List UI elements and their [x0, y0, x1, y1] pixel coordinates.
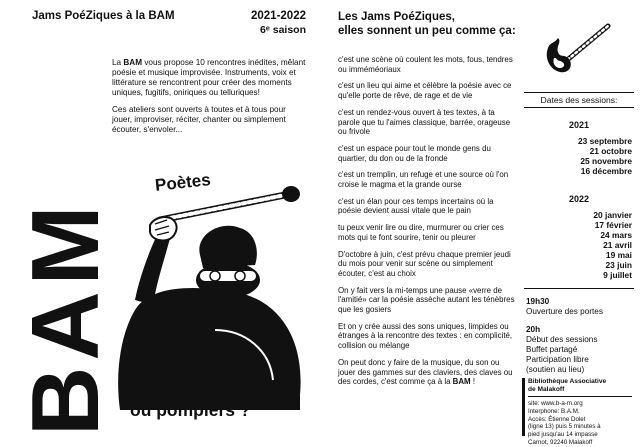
- venue-line: Interphone: B.A.M.: [528, 407, 580, 415]
- schedule-block: [524, 297, 634, 375]
- sessions-divider: [524, 288, 634, 289]
- middle-paragraph: c'est un élan pour ces temps incertains où la poésie devient aussi vitale que le pain: [338, 196, 494, 216]
- helmet: [199, 226, 257, 268]
- last-para-bold: BAM: [452, 377, 471, 387]
- middle-paragraph: On y fait vers la mi-temps une pause «verre de l'amitié» car la poésie assèche autant les ténèbres que les gosiers: [338, 285, 515, 315]
- venue-line: Accès: Étienne Dolet: [528, 415, 586, 423]
- middle-title-line1: Les Jams PoéZiques,: [338, 11, 455, 23]
- bam-letters: BAM: [12, 199, 119, 436]
- intro-paragraph-1: [112, 58, 308, 98]
- goggle-right: [235, 271, 245, 281]
- poster-header-title: Jams PoéZiques à la BAM: [32, 10, 175, 22]
- middle-title-line2: elles sonnent un peu comme ça:: [338, 25, 516, 37]
- match-head: [282, 186, 300, 202]
- last-para-pre: On peut donc y faire de la musique, du son ou jouer des gammes sur des claviers, des claves ou des cordes, c'est comme ça à la: [338, 357, 513, 387]
- middle-title: [338, 10, 538, 38]
- schedule-line: Participation libre: [526, 355, 589, 364]
- middle-paragraph: tu peux venir lire ou dire, murmurer ou crier ces mots qui te font sourire, tenir ou pleurer: [338, 223, 504, 242]
- time-start: 20h: [526, 325, 541, 334]
- venue-name-line2: de Malakoff: [528, 386, 565, 393]
- venue-line: site: www.b-a-m.org: [528, 400, 583, 407]
- schedule-line: Buffet partagé: [526, 345, 578, 354]
- venue-line: (ligne 13) puis 5 minutes à: [528, 423, 601, 431]
- year-2021: 2021: [568, 120, 590, 130]
- middle-paragraph: c'est un espace pour tout le monde gens du quartier, du don ou de la fronde: [338, 143, 491, 163]
- venue-line: Carnot, 92240 Malakoff: [528, 438, 593, 446]
- intro-p1-bold: BAM: [123, 58, 143, 67]
- season-years: 2021-2022: [251, 10, 306, 22]
- session-date: 21 avril: [603, 240, 632, 250]
- venue-accent-bar: [522, 378, 525, 436]
- schedule-line: Début des sessions: [526, 335, 598, 344]
- venue-line: pied jusqu'au 14 impasse: [528, 431, 598, 439]
- middle-paragraph-last: [338, 358, 516, 387]
- last-para-post: !: [470, 377, 476, 387]
- goggle-left: [210, 271, 220, 281]
- sessions-column: [524, 92, 634, 375]
- intro-p1-rest: vous propose 10 rencontres inédites, mêlant poésie et musique improvisée. Instruments, voix et littérature se rencontrent pour créer des moments uniques, fugitifs, oniriques ou telluriques!: [112, 58, 306, 97]
- intro-text: [112, 58, 308, 142]
- time-doors-desc: Ouverture des portes: [526, 307, 603, 316]
- session-date: 9 juillet: [603, 270, 632, 280]
- sessions-title: Dates des sessions:: [524, 92, 634, 108]
- goggles: [199, 270, 257, 282]
- match-stick-texture: [160, 195, 285, 220]
- intro-p1-pre: La: [112, 58, 124, 67]
- middle-paragraph: Et on y crée aussi des sons uniques, limpides ou étranges à la rencontre des textes : en complicité, collision ou mélange: [338, 321, 513, 351]
- session-date: 20 janvier: [593, 210, 632, 220]
- session-date: 16 décembre: [580, 166, 632, 176]
- session-date: 19 mai: [605, 250, 632, 260]
- venue-name: [528, 378, 632, 397]
- session-date: 23 juin: [605, 260, 632, 270]
- schedule-line: (soutien au lieu): [526, 365, 585, 374]
- middle-paragraph: c'est un rendez-vous ouvert à tes textes, à ta parole que tu l'aimes classique, barrée, orageuse ou frivole: [338, 107, 511, 137]
- middle-paragraph: D'octobre à juin, c'est prévu chaque premier jeudi du mois pour venir sur scène ou simplement écouter, c'est au choix: [338, 249, 511, 278]
- middle-paragraph: c'est une scène où coulent les mots, fous, tendres ou imméméoriaux: [338, 55, 513, 74]
- body: [118, 288, 301, 410]
- session-date: 21 octobre: [589, 146, 632, 156]
- middle-body: [338, 55, 516, 394]
- session-date: 17 février: [594, 220, 632, 230]
- time-doors: 19h30: [526, 297, 550, 306]
- poetes-label: Poètes: [154, 170, 212, 195]
- middle-paragraph: c'est un tremplin, un refuge et une source où l'on croise le magma et la grande ourse: [338, 170, 509, 190]
- burning-match-icon: [540, 18, 620, 78]
- year-2022: 2022: [568, 194, 590, 204]
- session-date: 25 novembre: [580, 156, 632, 166]
- session-date: 24 mars: [600, 230, 632, 240]
- venue-info: [528, 378, 632, 447]
- firefighter-illustration: [95, 180, 310, 410]
- pompiers-label: ou pompiers ?: [130, 400, 251, 420]
- session-date: 23 septembre: [578, 136, 632, 146]
- middle-paragraph: c'est un lieu qui aime et célèbre la poésie avec ce qu'elle porte de rêve, de rage et de vie: [338, 81, 512, 101]
- intro-paragraph-2: Ces ateliers sont ouverts à toutes et à tous pour jouer, improviser, réciter, chanter ou simplement écouter, s'envoler...: [112, 105, 286, 134]
- venue-name-line1: Bibliothèque Associative: [528, 378, 607, 385]
- season-number: 6ᵉ saison: [260, 24, 306, 36]
